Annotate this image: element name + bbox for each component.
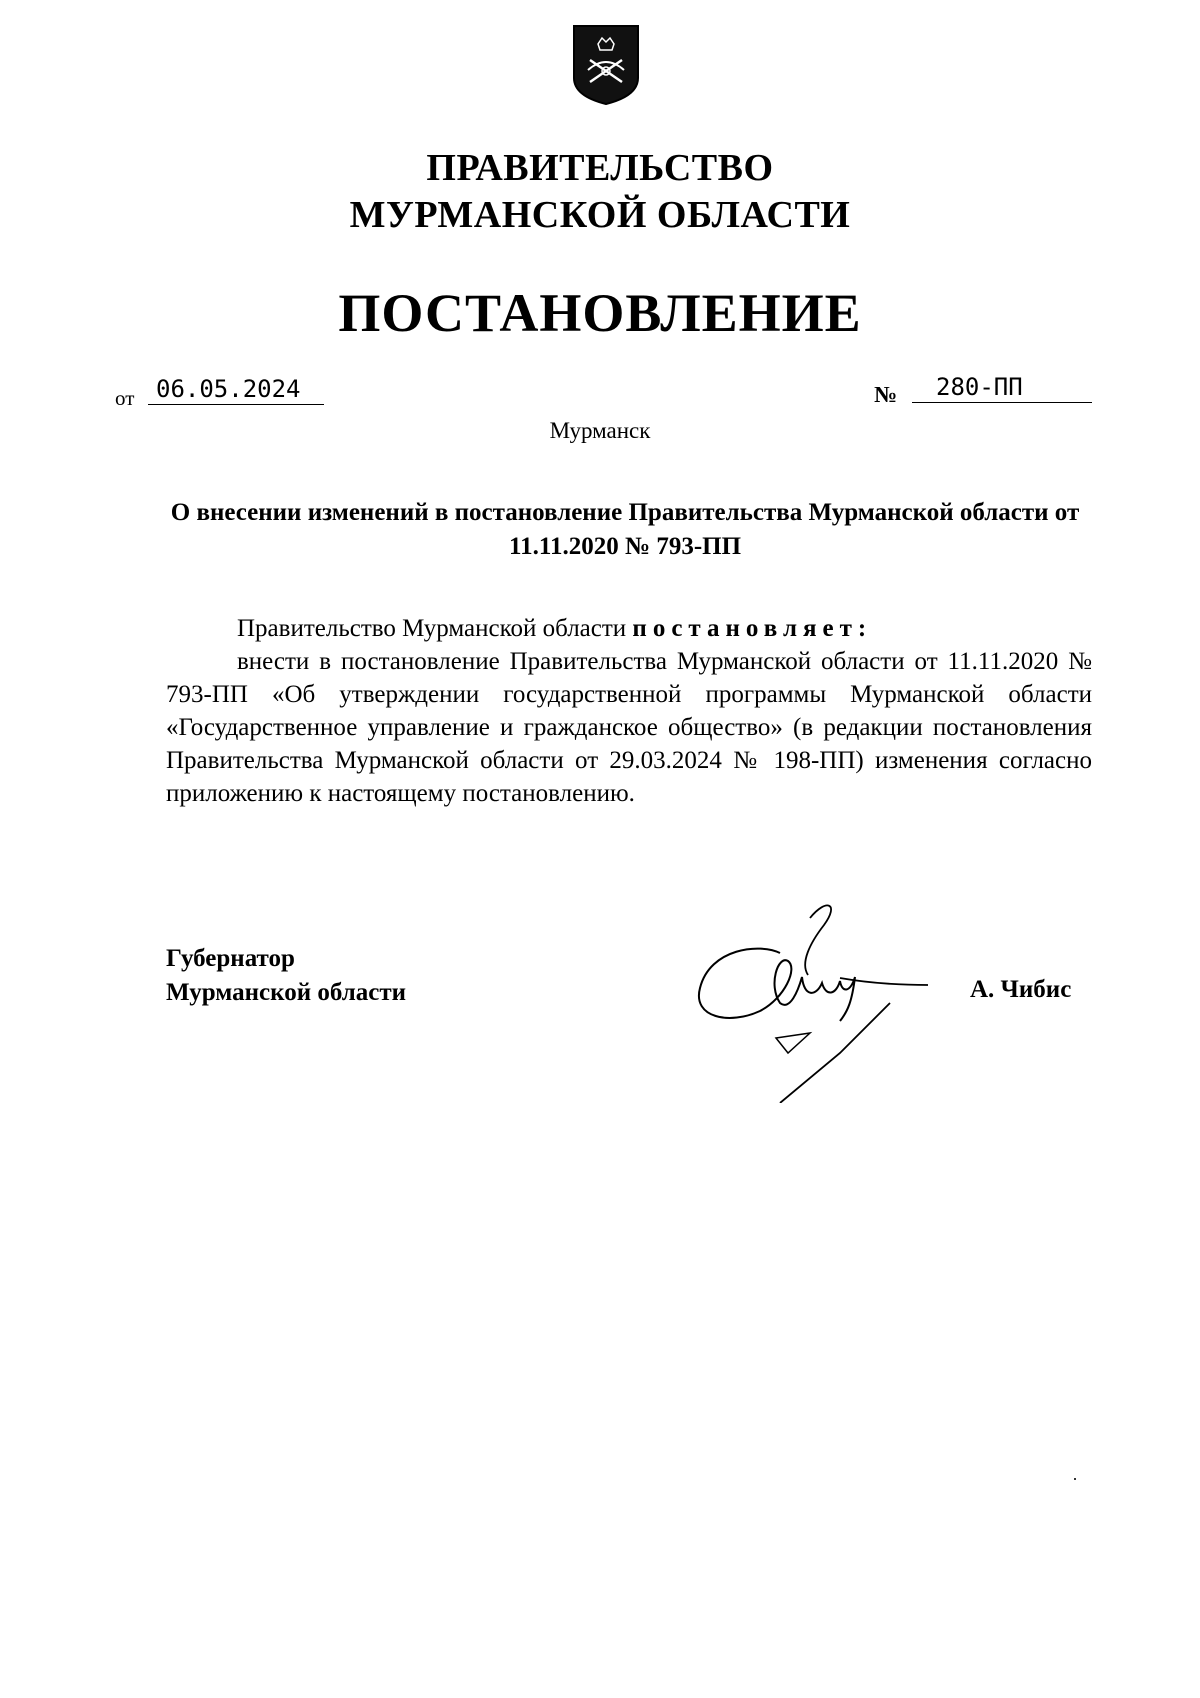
preamble [237,612,872,645]
signer-title [166,942,406,1010]
preamble-lead: Правительство Мурманской области [237,615,633,642]
document-type-title: ПОСТАНОВЛЕНИЕ [338,283,862,343]
signer-title-line1: Губернатор [166,945,295,972]
number-prefix-label: № [874,382,898,407]
preamble-decree: постановляет: [632,615,873,642]
document-number: 280-ПП [912,372,1092,403]
handwritten-signature-icon [690,893,960,1103]
date-prefix-label: от [115,386,135,410]
decree-paragraph: внести в постановление Правительства Мурманской области от 11.11.2020 № 793-ПП «Об утверждении государственной программы Мурманской области «Государственное управление и гражданское общество» (в редакции постановления Правительства Мурманской области от 29.03.2024 № 198-ПП) изменения согласно приложению к настоящему постановлению. [166,648,1092,807]
scan-speck [1074,1478,1076,1480]
coat-of-arms-icon [572,24,640,106]
signer-name: А. Чибис [970,976,1072,1003]
organization-name-line2: МУРМАНСКОЙ ОБЛАСТИ [349,194,851,236]
city-label: Мурманск [549,418,651,443]
signer-title-line2: Мурманской области [166,979,407,1006]
organization-name-line1: ПРАВИТЕЛЬСТВО [426,147,774,189]
document-subject: О внесении изменений в постановление Правительства Мурманской области от 11.11.2020 № 793-ПП [170,499,1080,560]
document-date: 06.05.2024 [148,374,324,405]
